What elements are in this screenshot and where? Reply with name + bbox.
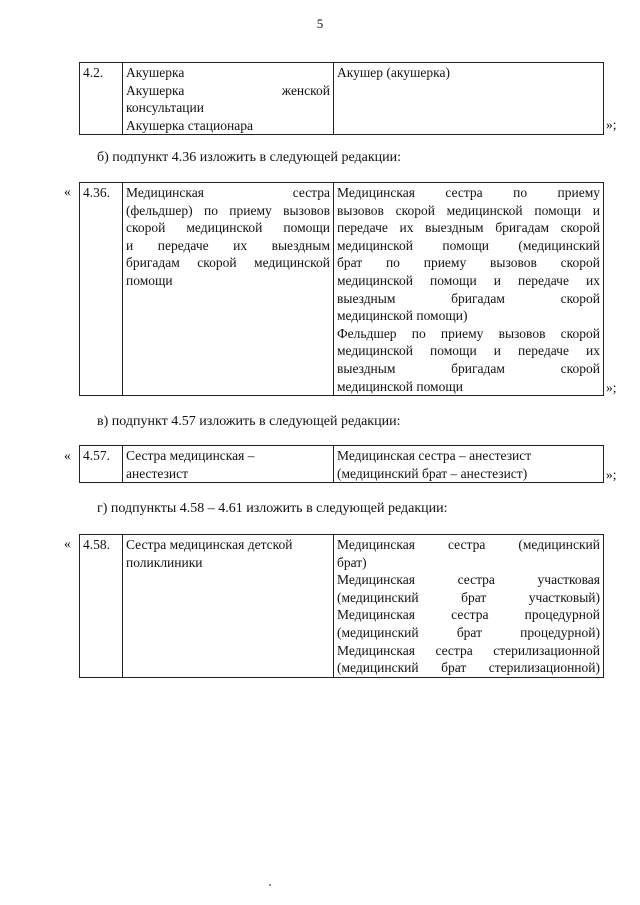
new-title-line: Медицинская сестра (медицинский: [337, 537, 600, 552]
old-title-line: консультации: [126, 100, 204, 116]
old-title-cell: [123, 535, 334, 678]
new-title-line: вызовов скорой медицинской помощи и: [337, 202, 600, 218]
new-title-line: выездным бригадам скорой: [337, 360, 600, 376]
table-4-36: [79, 182, 604, 396]
new-title-line: передаче их выездным бригадам скорой: [337, 220, 600, 236]
item-number: 4.57.: [80, 446, 123, 483]
old-title-line: помощи: [126, 272, 173, 288]
paragraph-b: б) подпункт 4.36 изложить в следующей редакции:: [97, 150, 401, 165]
new-title-line: Фельдшер по приему вызовов скорой: [337, 325, 600, 341]
scan-speck: [269, 884, 271, 886]
table-4-2: [79, 62, 604, 135]
new-title-line: брат): [337, 554, 367, 570]
new-title-line: Медицинская сестра процедурной: [337, 607, 600, 623]
new-title-line: Акушер (акушерка): [337, 65, 450, 80]
table-4-58: [79, 534, 604, 678]
new-title-line: Медицинская сестра по приему: [337, 185, 600, 200]
new-title-line: медицинской помощи: [337, 378, 463, 394]
table-row: [80, 535, 604, 678]
new-title-line: медицинской помощи): [337, 308, 468, 324]
opening-quote: «: [64, 536, 71, 551]
old-title-line: скорой медицинской помощи: [126, 220, 330, 236]
new-title-cell: [334, 446, 604, 483]
old-title-cell: [123, 183, 334, 396]
new-title-line: медицинской помощи (медицинский: [337, 237, 600, 253]
new-title-line: (медицинский брат участковый): [337, 589, 600, 605]
paragraph-v: в) подпункт 4.57 изложить в следующей редакции:: [97, 414, 401, 429]
closing-quote: »;: [606, 467, 617, 482]
new-title-line: медицинской помощи и передаче их: [337, 272, 600, 288]
closing-quote: »;: [606, 117, 617, 132]
paragraph-g: г) подпункты 4.58 – 4.61 изложить в следующей редакции:: [97, 501, 448, 516]
old-title-cell: [123, 446, 334, 483]
new-title-line: брат по приему вызовов скорой: [337, 255, 600, 271]
old-title-line: Акушерка стационара: [126, 117, 253, 133]
table-row: [80, 446, 604, 483]
old-title-line: (фельдшер) по приему вызовов: [126, 202, 330, 218]
item-number: 4.58.: [80, 535, 123, 678]
new-title-line: Медицинская сестра – анестезист: [337, 448, 532, 463]
old-title-line: Акушерка: [126, 65, 185, 80]
page-number: 5: [316, 16, 324, 31]
table-row: [80, 63, 604, 135]
item-number: 4.2.: [80, 63, 123, 135]
old-title-line: анестезист: [126, 465, 189, 481]
old-title-line: бригадам скорой медицинской: [126, 255, 330, 271]
old-title-line: Сестра медицинская детской: [126, 537, 293, 552]
new-title-line: (медицинский брат процедурной): [337, 624, 600, 640]
table-row: [80, 183, 604, 396]
opening-quote: «: [64, 184, 71, 199]
new-title-cell: [334, 535, 604, 678]
new-title-line: Медицинская сестра участковая: [337, 572, 600, 588]
old-title-line: и передаче их выездным: [126, 237, 330, 253]
new-title-line: (медицинский брат – анестезист): [337, 465, 528, 481]
old-title-line: Медицинская сестра: [126, 185, 330, 200]
table-4-57: [79, 445, 604, 483]
item-number: 4.36.: [80, 183, 123, 396]
closing-quote: »;: [606, 380, 617, 395]
old-title-line: поликлиники: [126, 554, 203, 570]
old-title-cell: [123, 63, 334, 135]
new-title-line: выездным бригадам скорой: [337, 290, 600, 306]
new-title-line: Медицинская сестра стерилизационной: [337, 642, 600, 658]
old-title-line: Сестра медицинская –: [126, 448, 255, 463]
new-title-line: медицинской помощи и передаче их: [337, 343, 600, 359]
new-title-cell: [334, 63, 604, 135]
opening-quote: «: [64, 448, 71, 463]
old-title-line: Акушерка женской: [126, 82, 330, 98]
new-title-line: (медицинский брат стерилизационной): [337, 660, 600, 676]
new-title-cell: [334, 183, 604, 396]
